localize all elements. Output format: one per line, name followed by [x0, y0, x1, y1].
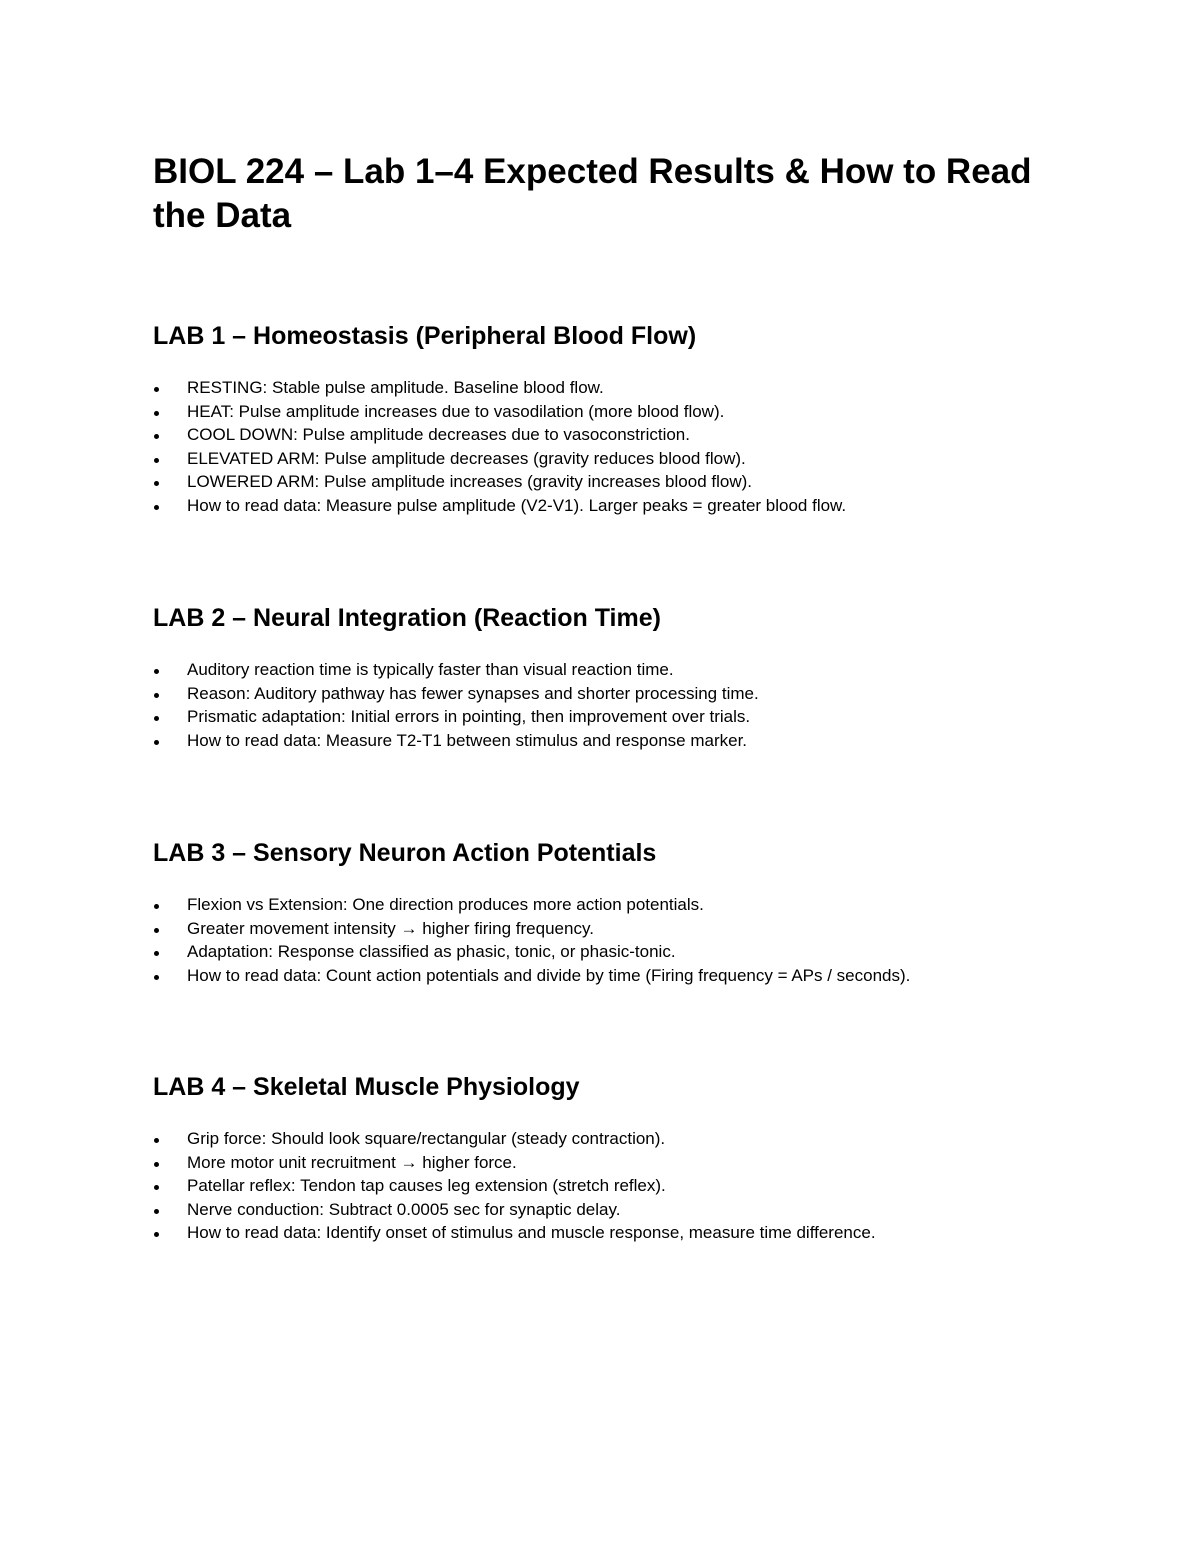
section-lab-1 [153, 320, 1073, 517]
list-item-text: Flexion vs Extension: One direction produces more action potentials. [187, 895, 704, 914]
list-item [153, 1221, 1073, 1245]
list-item-text: Patellar reflex: Tendon tap causes leg extension (stretch reflex). [187, 1176, 666, 1195]
bullet-icon [154, 1209, 159, 1214]
bullet-icon [154, 951, 159, 956]
section-heading: LAB 3 – Sensory Neuron Action Potentials [153, 839, 657, 867]
bullet-icon [154, 904, 159, 909]
list-item [153, 423, 1073, 447]
bullet-icon [154, 387, 159, 392]
bullet-icon [154, 740, 159, 745]
list-item [153, 447, 1073, 471]
section-heading: LAB 4 – Skeletal Muscle Physiology [153, 1073, 580, 1101]
list-item-text: ELEVATED ARM: Pulse amplitude decreases (gravity reduces blood flow). [187, 448, 746, 468]
bullet-list [153, 658, 1073, 752]
document-title: BIOL 224 – Lab 1–4 Expected Results & How to Read the Data [153, 152, 1032, 235]
bullet-icon [154, 975, 159, 980]
list-item-text: Greater movement intensity → higher firing frequency. [187, 918, 594, 938]
list-item-text: LOWERED ARM: Pulse amplitude increases (gravity increases blood flow). [187, 472, 752, 491]
bullet-list [153, 376, 1073, 517]
list-item-text: Prismatic adaptation: Initial errors in pointing, then improvement over trials. [187, 707, 751, 726]
section-heading: LAB 2 – Neural Integration (Reaction Time) [153, 604, 661, 632]
list-item-text: More motor unit recruitment → higher force. [187, 1152, 517, 1172]
list-item-text: Adaptation: Response classified as phasic, tonic, or phasic-tonic. [187, 942, 676, 961]
document-page [153, 150, 1073, 1242]
list-item-text: Auditory reaction time is typically faster than visual reaction time. [187, 660, 674, 679]
bullet-icon [154, 669, 159, 674]
list-item [153, 682, 1073, 706]
bullet-icon [154, 505, 159, 510]
list-item-text: How to read data: Count action potentials and divide by time (Firing frequency = APs / seconds). [187, 965, 911, 985]
bullet-icon [154, 1232, 159, 1237]
list-item-text: Nerve conduction: Subtract 0.0005 sec for synaptic delay. [187, 1199, 621, 1219]
list-item [153, 705, 1073, 729]
list-item [153, 940, 1073, 964]
bullet-icon [154, 693, 159, 698]
list-item-text: How to read data: Identify onset of stimulus and muscle response, measure time difference. [187, 1223, 876, 1242]
bullet-icon [154, 1162, 159, 1167]
list-item-text: Grip force: Should look square/rectangular (steady contraction). [187, 1129, 666, 1148]
list-item-text: How to read data: Measure pulse amplitude (V2-V1). Larger peaks = greater blood flow. [187, 495, 847, 515]
bullet-icon [154, 458, 159, 463]
list-item [153, 1198, 1073, 1222]
list-item-text: RESTING: Stable pulse amplitude. Baseline blood flow. [187, 378, 604, 397]
section-lab-4 [153, 1071, 1073, 1245]
list-item-text: HEAT: Pulse amplitude increases due to vasodilation (more blood flow). [187, 401, 725, 421]
list-item [153, 1127, 1073, 1151]
bullet-list [153, 893, 1073, 987]
bullet-icon [154, 411, 159, 416]
section-lab-3 [153, 837, 1073, 987]
bullet-icon [154, 928, 159, 933]
bullet-list [153, 1127, 1073, 1245]
bullet-icon [154, 1138, 159, 1143]
bullet-icon [154, 1185, 159, 1190]
list-item [153, 1174, 1073, 1198]
list-item-text: COOL DOWN: Pulse amplitude decreases due to vasoconstriction. [187, 425, 690, 444]
section-heading: LAB 1 – Homeostasis (Peripheral Blood Flow) [153, 322, 697, 350]
section-lab-2 [153, 602, 1073, 752]
list-item [153, 376, 1073, 400]
list-item [153, 964, 1073, 988]
list-item [153, 658, 1073, 682]
list-item [153, 1151, 1073, 1175]
bullet-icon [154, 481, 159, 486]
list-item [153, 494, 1073, 518]
list-item [153, 917, 1073, 941]
bullet-icon [154, 434, 159, 439]
list-item [153, 470, 1073, 494]
list-item-text: How to read data: Measure T2-T1 between stimulus and response marker. [187, 730, 748, 750]
list-item [153, 893, 1073, 917]
bullet-icon [154, 716, 159, 721]
list-item [153, 729, 1073, 753]
list-item-text: Reason: Auditory pathway has fewer synapses and shorter processing time. [187, 683, 759, 703]
list-item [153, 400, 1073, 424]
